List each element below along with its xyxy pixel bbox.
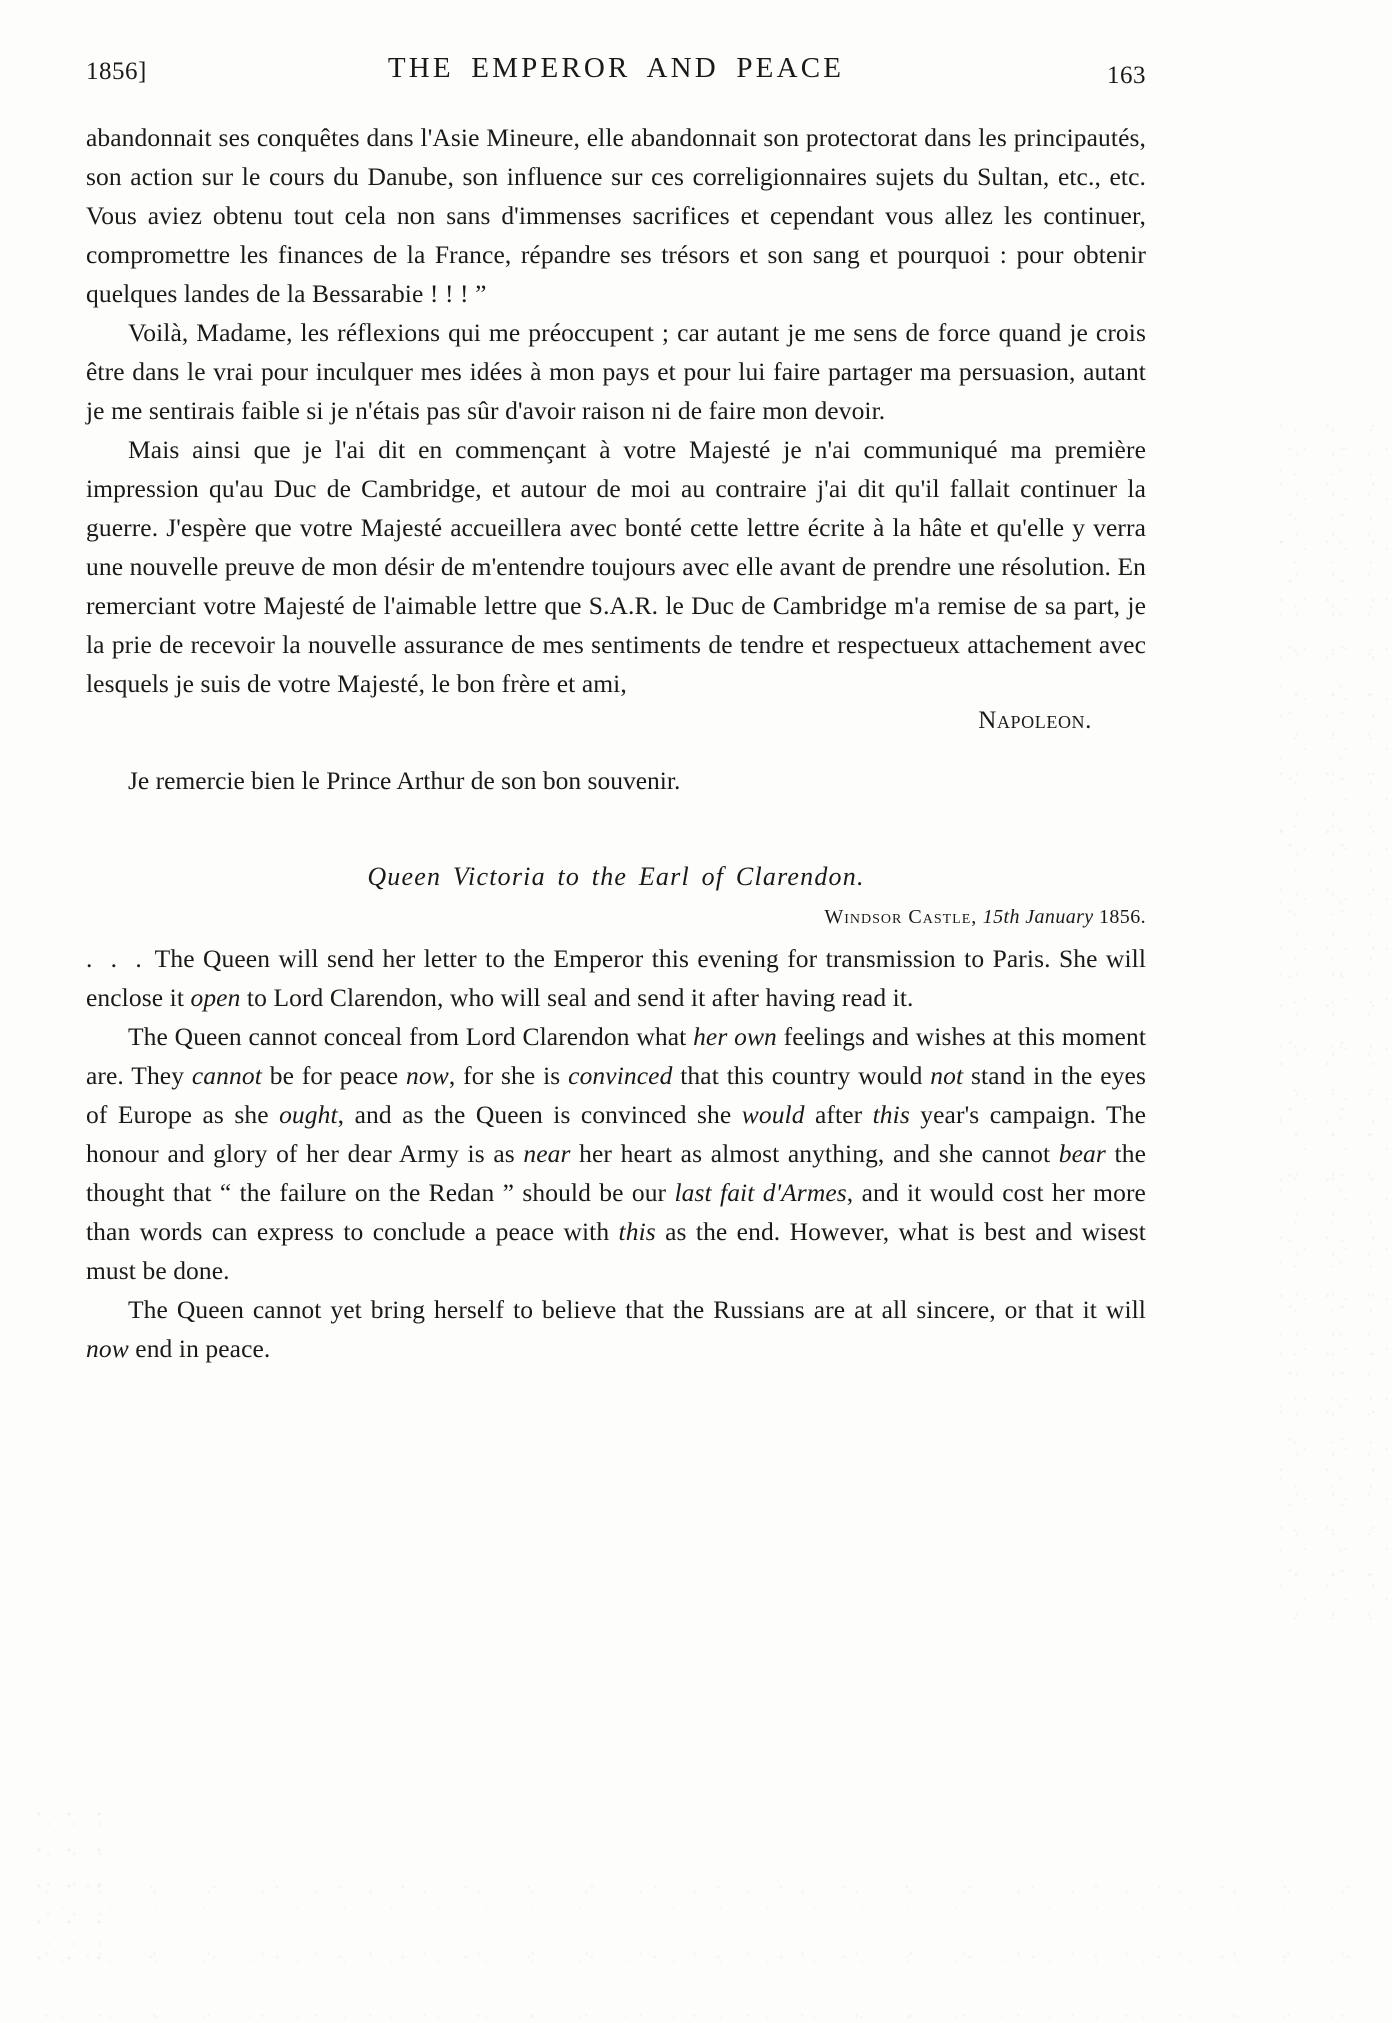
letter-p2-l: the thought that “ the failure on the Redan ” should be our [86, 1139, 1146, 1207]
letter-paragraph-3 [86, 1290, 1146, 1368]
letter-p2-italic-her-own: her own [693, 1022, 777, 1051]
letter-p2-italic-cannot: cannot [191, 1061, 262, 1090]
page-content [86, 52, 1146, 1368]
running-title: THE EMPEROR AND PEACE [387, 52, 845, 84]
letter-paragraph-1 [86, 939, 1146, 1017]
letter-p2-c: be for peace [261, 1061, 407, 1090]
letter-p2-k: her heart as almost anything, and she cannot [570, 1139, 1059, 1168]
letter-postscript: Je remercie bien le Prince Arthur de son bon souvenir. [128, 766, 681, 795]
letter-p2-g: , and as the Queen is convinced she [337, 1100, 742, 1129]
letter-p2-italic-near: near [523, 1139, 571, 1168]
letter-p2-a: The Queen cannot conceal from Lord Clarendon what [128, 1022, 694, 1051]
letter-signature: Napoleon. [978, 707, 1092, 734]
letter-p2-m: , and it would cost her more than words can express to conclude a peace with [86, 1178, 1146, 1246]
letter-p2-h: after [804, 1100, 873, 1129]
dateline-place: Windsor Castle, [824, 906, 978, 928]
letter-p2-italic-would: would [741, 1100, 805, 1129]
letter-p1-a: The Queen will send her letter to the Emperor this evening for transmission to Paris. She will enclose it [86, 944, 1146, 1012]
letter-p3-italic-now: now [86, 1334, 129, 1363]
letter-p2-j: year's campaign. The honour and glory of her dear Army is as [86, 1100, 1147, 1168]
paper-texture-left [30, 1803, 120, 1963]
paragraph-3: Mais ainsi que je l'ai dit en commençant à votre Majesté je n'ai communiqué ma première impression qu'au Duc de Cambridge, et autour de moi au contraire j'ai dit qu'il fallait continuer la guerre. J'espère que votre Majesté accueillera avec bonté cette lettre écrite à la hâte et qu'elle y verra une nouvelle preuve de mon désir de m'entendre toujours avec elle avant de prendre une résolution. En remerciant votre Majesté de l'aimable lettre que S.A.R. le Duc de Cambridge m'a remise de sa part, je la prie de recevoir la nouvelle assurance de mes sentiments de tendre et respectueux attachement avec lesquels je suis de votre Majesté, le bon frère et ami, [86, 435, 1146, 698]
letter-p2-b: feelings and wishes at this moment are. They [86, 1022, 1147, 1090]
letter-p2-italic-bear: bear [1058, 1139, 1106, 1168]
dateline-date: 15th January [982, 906, 1094, 928]
paragraph-2: Voilà, Madame, les réflexions qui me préoccupent ; car autant je me sens de force quand je crois être dans le vrai pour inculquer mes idées à mon pays et pour lui faire partager ma persuasion, autant je me sentirais faible si je n'étais pas sûr d'avoir raison ni de faire mon devoir. [86, 318, 1146, 425]
letter-p2-italic-ought: ought [279, 1100, 338, 1129]
letter-paragraph-2 [86, 1017, 1146, 1290]
letter-p2-italic-this: this [872, 1100, 910, 1129]
letter-p2-n: as the end. However, what is best and wisest must be done. [86, 1217, 1146, 1285]
letter-p2-italic-not: not [930, 1061, 964, 1090]
letter-p2-italic-this-2: this [618, 1217, 656, 1246]
letter-p2-italic-now: now [406, 1061, 449, 1090]
letter-p2-italic-last-fait-darmes: last fait d'Armes [674, 1178, 847, 1207]
letter-p2-f: stand in the eyes of Europe as she [86, 1061, 1146, 1129]
paper-texture-bottom [40, 1873, 1350, 2023]
running-header [86, 52, 1146, 100]
ellipsis-lead: . . . [86, 944, 147, 973]
header-year: 1856] [86, 58, 147, 85]
paragraph-1: abandonnait ses conquêtes dans l'Asie Mineure, elle abandonnait son protectorat dans les principautés, son action sur le cours du Danube, son influence sur ces correligionnaires sujets du Sultan, etc., etc. Vous aviez obtenu tout cela non sans d'immenses sacrifices et cependant vous allez les continuer, compromettre les finances de la France, répandre ses trésors et son sang et pourquoi : pour obtenir quelques landes de la Bessarabie ! ! ! ” [86, 123, 1146, 308]
dateline-year: 1856. [1099, 906, 1146, 928]
letter-p1-b: to Lord Clarendon, who will seal and send it after having read it. [240, 983, 914, 1012]
letter-p3-a: The Queen cannot yet bring herself to believe that the Russians are at all sincere, or that it will [128, 1295, 1146, 1324]
letter-p2-italic-convinced: convinced [568, 1061, 673, 1090]
dateline [86, 906, 1146, 929]
letter-p3-b: end in peace. [128, 1334, 271, 1363]
letter-p2-e: that this country would [672, 1061, 931, 1090]
letter-p1-italic-open: open [190, 983, 241, 1012]
section-heading: Queen Victoria to the Earl of Clarendon. [367, 862, 865, 891]
paper-texture-right [1272, 420, 1392, 1620]
page-number: 163 [1107, 62, 1146, 89]
letter-p2-d: , for she is [448, 1061, 569, 1090]
